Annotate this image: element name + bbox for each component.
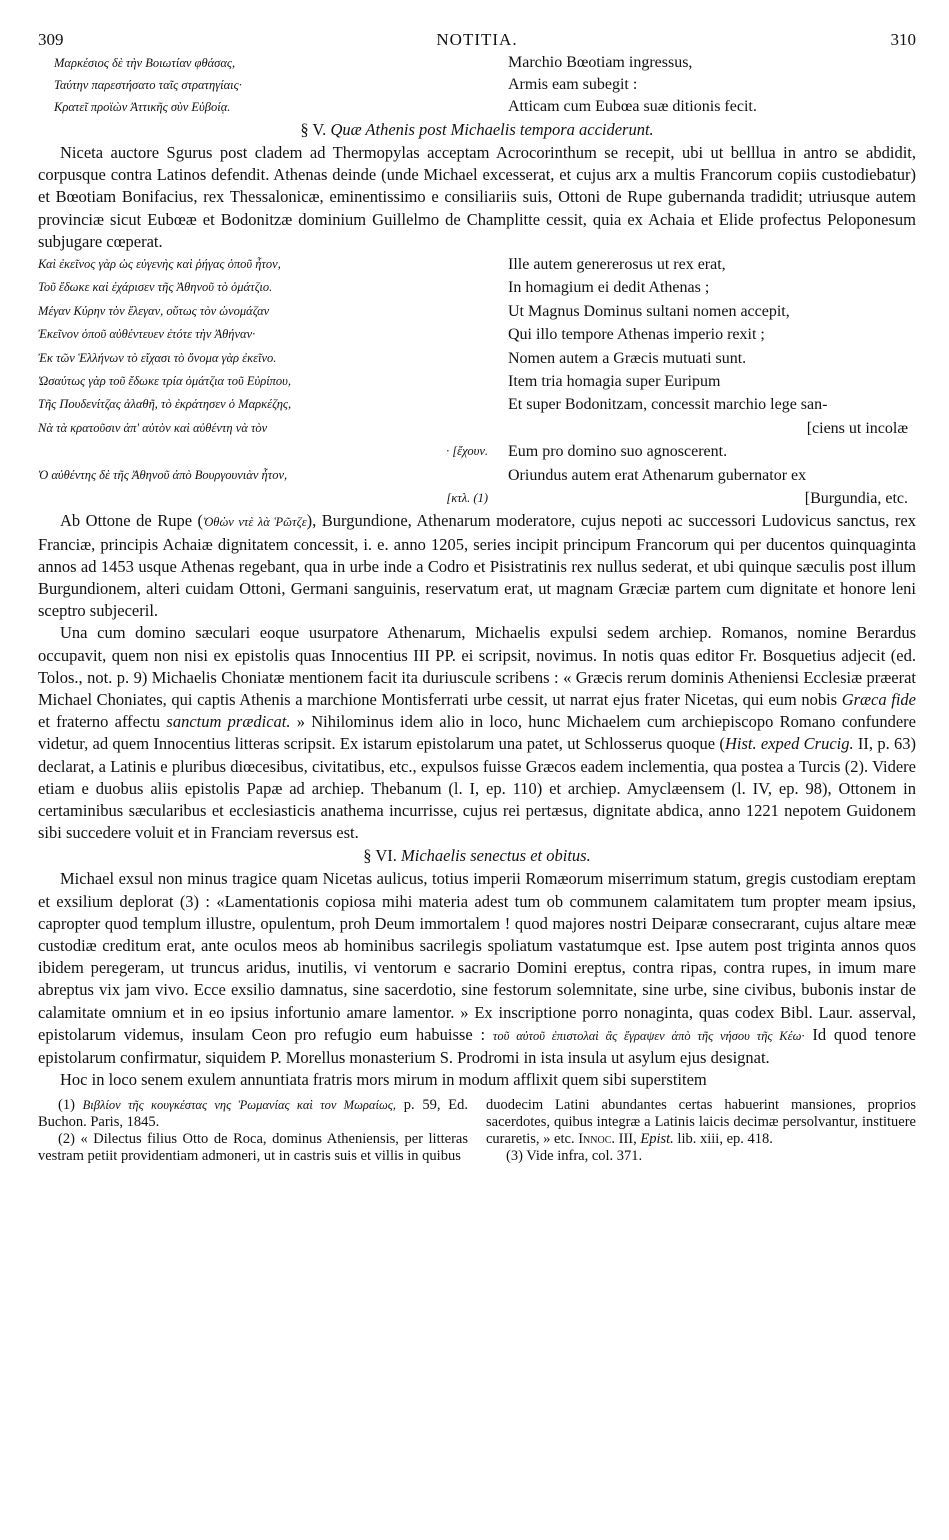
text-run: Id quod tenore epistolarum confirmatur, siquidem P. Morellus monasterium S. Prodromi in ista insula ut asylum ejus designat.: [38, 1024, 916, 1067]
greek-run: Ὀθὼν ντὲ λὰ Ῥῶτζε: [203, 515, 307, 530]
text-run: duodecim Latini abundantes certas habuerint mansiones, proprios sacerdotes, quibus integræ a Latinis laicis decimæ persolvantur, instituere curaretis, » etc.: [486, 1097, 916, 1148]
text-run: ), Burgundione, Athenarum moderatore, cujus nepoti ac successori Ludovicus sanctus, rex Franciæ, principis Achaiæ dignitatem concessit, i. e. anno 1205, series incipit principum Francorum qui per ducentos quinquaginta annos ad 1453 usque Athenas regebant, qua in urbe inde a Codro et Pisistratinis rex nullus sederat, et ubi quinque sæculis post illum Burgundionem, alteri cuidam Ottoni, Germani sanguinis, reservatum erat, ut magnam Græciæ partem cum dignitate et honore leni sceptro subjeceril.: [38, 511, 916, 621]
text-run: (1): [58, 1097, 83, 1114]
text-run: lib. xiii, ep. 418.: [673, 1131, 773, 1148]
latin-line: [Burgundia, etc.: [804, 489, 908, 507]
text-run: p. 59, Ed. Buchon. Paris, 1845.: [38, 1097, 468, 1131]
footnote-2: (2) « Dilectus filius Otto de Roca, dominus Atheniensis, per litteras vestram petiit providentiam admoneri, ut in castris suis et villis in quibus: [38, 1131, 468, 1165]
latin-line: In homagium ei dedit Athenas ;: [508, 279, 710, 297]
latin-column: [508, 52, 916, 118]
greek-line: Ὁ αὐθέντης δὲ τῆς Ἀθηνοῦ ἀπὸ Βουργουνιὰν ἦτον,: [38, 467, 288, 482]
text-run: Innoc. III,: [578, 1131, 641, 1148]
page-number-right: 310: [890, 30, 916, 49]
page-header: [38, 30, 916, 52]
section-number: § V.: [300, 120, 327, 139]
footnotes: [38, 1097, 916, 1165]
latin-line: Atticam cum Eubœa suæ ditionis fecit.: [508, 98, 757, 115]
latin-line: Ille autem genererosus ut rex erat,: [508, 256, 726, 274]
latin-column: [508, 253, 916, 510]
paragraph: [38, 868, 916, 1069]
latin-line: Nomen autem a Græcis mutuati sunt.: [508, 349, 747, 367]
verse-block-2: [38, 253, 916, 510]
footnote-column-right: [486, 1097, 916, 1165]
paragraph: Niceta auctore Sgurus post cladem ad Thermopylas acceptam Acrocorinthum se recepit, ubi ut belllua in antro se abdidit, corpusque contra Latinos defendit. Athenas deinde (unde Michael excesserat, et cujus arx a multis Francorum copiis custodiebatur) et Bœotiam Bonifacius, rex Thessalonicæ, eminentissimo e consiliariis suis, Ottoni de Rupe gubernanda tradidit; utriusque autem provinciæ sicut Eubœæ et Bodonitzæ dominium Guillelmo de Champlitte cessit, quia ex Achaia et Elide profectus Peloponesum subjugare cœperat.: [38, 143, 916, 251]
greek-column: [38, 253, 508, 510]
greek-line: Ἐκεῖνον ὁποῦ αὐθέντευεν ἐτότε τὴν Ἀθήναν·: [38, 327, 256, 342]
verse-block-1: [38, 52, 916, 118]
text-run: » Nihilominus idem alio in loco, hunc Michaelem cum archiepiscopo Romano confundere videtur, ad quem Innocentius litteras scripsit. Ex istarum epistolarum una patet, ut Schlosserus quoque (: [38, 712, 916, 754]
latin-line: Qui illo tempore Athenas imperio rexit ;: [508, 326, 765, 344]
section-title: Quæ Athenis post Michaelis tempora acciderunt.: [330, 120, 654, 139]
greek-line: Μέγαν Κύρην τὸν ἔλεγαν, οὕτως τὸν ὠνομάζαν: [38, 303, 270, 318]
greek-line: Τῆς Πουδενίτζας ἀλαθῆ, τὸ ἐκράτησεν ὁ Μαρκέζης,: [38, 397, 292, 412]
greek-run: τοῦ αὐτοῦ ἐπιστολαὶ ἃς ἔγραψεν ἀπὸ τῆς νήσου τῆς Κέω·: [492, 1028, 805, 1043]
greek-line: [κτλ. (1): [446, 490, 488, 505]
greek-line: Ὡσαύτως γὰρ τοῦ ἔδωκε τρία ὁμάτζια τοῦ Εὐρίπου,: [38, 373, 292, 388]
greek-line: Ἐκ τῶν Ἑλλήνων τὸ εἴχασι τὸ ὄνομα γὰρ ἐκεῖνο.: [38, 350, 277, 365]
latin-line: Item tria homagia super Euripum: [508, 372, 721, 390]
text-run: II, p. 63) declarat, a Latinis e pluribus diœcesibus, civitatibus, etc., expulsos fuisse Græcos eadem inclementia, qua postea a Turcis (2). Videre etiam e duobus aliis epistolis Papæ ad archiep. Thebanum (l. I, ep. 110) et archiep. Amyclæensem (l. IV, ep. 98), Ottonem in certaminibus sæcularibus et ecclesiasticis anathema incurrisse, cujus rei pertæsus, dignitate abdica, anno 1221 nepotem Guidonem sibi succedere voluit et in Franciam reversus est.: [38, 734, 917, 843]
footnote-column-left: [38, 1097, 468, 1165]
italic-run: Hist. exped Crucig.: [724, 734, 854, 754]
section-heading-6: [38, 844, 916, 868]
text-run: Ab Ottone de Rupe (: [60, 511, 204, 531]
italic-run: Epist.: [640, 1131, 674, 1148]
paragraph: [38, 622, 916, 844]
footnote-1: [38, 1097, 468, 1131]
italic-run: sanctum prædicat.: [166, 712, 291, 732]
page-number-left: 309: [38, 30, 64, 49]
greek-run: Βιβλίον τῆς κουγκέστας νης Ῥωμανίας καὶ τον Μωραίως,: [82, 1098, 396, 1113]
text-run: Michael exsul non minus tragice quam Nicetas aulicus, totius imperii Romæorum miserrimum statum, gregis custodiam ereptam et exsilium deplorat (3) : «Lamentationis copiosa mihi materia adest tum ob communem calamitatem tum propter meam ipsius, capropter quod templum illustre, opulentum, proh Deum immortalem ! quod majores nostri Deiparæ consecrarant, cujus altare meæ custodiæ creditum erat, ante oculos meos ab hominibus sacrilegis spoliatum vastatumque est. Ipse autem post triginta annos quos ibidem peregeram, ut truncus aridus, inutilis, vi ventorum e sacrario Domini ereptus, contra ripas, contra rupes, in imum mare abreptus vix jam vivo. Ecce exsilio damnatus, sine sacerdotio, sine festorum solemnitate, sine urbe, sine civibus, bubonis instar de calamitate omnium et in eo ipsius infortunio amare lamentor. » Ex inscriptione porro nonaginta, quas codex Bibl. Laur. asserval, epistolarum videmus, insulam Ceon pro refugio eum habuisse :: [38, 869, 916, 1044]
greek-line: Ταύτην παρεστήσατο ταῖς στρατηγίαις·: [54, 78, 242, 92]
section-title: Michaelis senectus et obitus.: [401, 846, 591, 866]
greek-line: Τοῦ ἔδωκε καὶ ἐχάρισεν τῆς Ἀθηνοῦ τὸ ὁμάτζιο.: [38, 280, 273, 295]
greek-line: Μαρκέσιος δὲ τὴν Βοιωτίαν φθάσας,: [54, 56, 236, 70]
latin-line: Et super Bodonitzam, concessit marchio lege san-: [508, 396, 828, 414]
latin-line: Oriundus autem erat Athenarum gubernator ex: [508, 466, 807, 484]
text-run: Una cum domino sæculari eoque usurpatore Athenarum, Michaelis expulsi sedem archiep. Romanos, nomine Berardus occupavit, quem non nisi ex epistolis quas Innocentius III PP. ei scripsit, novimus. In notis quas editor Fr. Bosquetius adjecit (ed. Tolos., not. p. 9) Michaelis Choniatæ mentionem facit ita duriuscule scribens : « Græcis rerum dominis Atheniensi Ecclesiæ præerat Michael Choniates, qui captis Athenis a marchione Montisferrati urbe cessit, ut narrat ejus frater Nicetas, qui eum nobis: [38, 623, 916, 709]
greek-line: Νὰ τὰ κρατοῦσιν ἀπ' αὐτὸν καὶ αὐθέντη νὰ τὸν: [38, 420, 268, 435]
greek-column: [38, 52, 508, 118]
latin-line: Eum pro domino suo agnoscerent.: [508, 443, 728, 461]
section-number: § VI.: [363, 846, 397, 866]
latin-line: [ciens ut incolæ: [806, 419, 908, 437]
greek-line: Κρατεῖ προϊὼν Ἀττικῆς σὺν Εὐβοίᾳ.: [54, 100, 231, 114]
greek-line: Καὶ ἐκεῖνος γὰρ ὡς εὐγενὴς καὶ ῥήγας ὁποῦ ἦτον,: [38, 257, 281, 272]
footnote-2-continued: [486, 1097, 916, 1148]
latin-line: Marchio Bœotiam ingressus,: [508, 54, 693, 71]
italic-run: Græca fide: [841, 689, 916, 709]
paragraph: Hoc in loco senem exulem annuntiata fratris mors mirum in modum afflixit quem sibi superstitem: [60, 1070, 707, 1090]
running-title: NOTITIA.: [436, 30, 518, 49]
paragraph: [38, 510, 916, 622]
latin-line: Armis eam subegit :: [508, 76, 638, 93]
greek-line: · [ἔχουν.: [446, 444, 488, 459]
footnote-3: (3) Vide infra, col. 371.: [506, 1148, 643, 1165]
latin-line: Ut Magnus Dominus sultani nomen accepit,: [508, 302, 790, 320]
section-heading-5: [38, 118, 916, 142]
text-run: et fraterno affectu: [38, 712, 167, 732]
document-page: [38, 30, 916, 1165]
